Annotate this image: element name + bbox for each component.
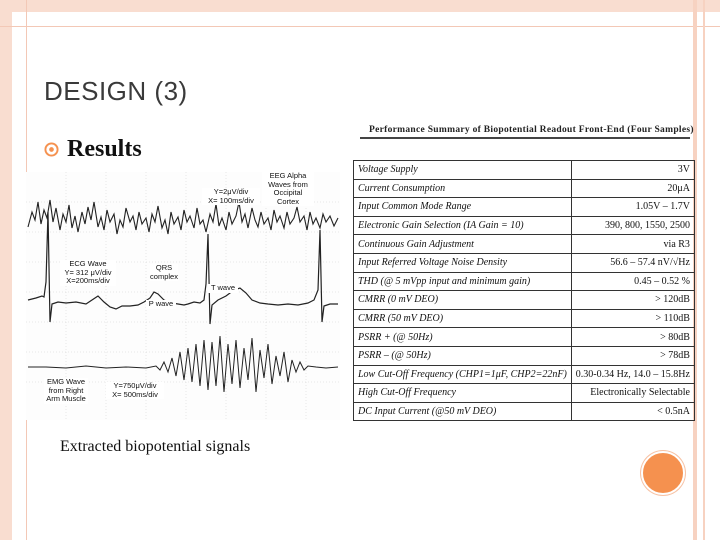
figure-caption: Extracted biopotential signals xyxy=(60,438,251,455)
table-row: Low Cut-Off Frequency (CHP1=1μF, CHP2=22nF) 0.30-0.34 Hz, 14.0 – 15.8Hz xyxy=(354,365,695,384)
biopotential-signal-figure xyxy=(26,172,340,420)
bullet-results xyxy=(44,136,142,163)
emg-label: EMG Wave from Right Arm Muscle xyxy=(44,378,88,404)
table-row: THD (@ 5 mVpp input and minimum gain) 0.45 – 0.52 % xyxy=(354,272,695,291)
performance-summary-table xyxy=(353,160,695,421)
decorative-orange-circle xyxy=(641,451,685,495)
eeg-label: EEG Alpha Waves from Occipital Cortex xyxy=(262,172,314,206)
table-row: High Cut-Off Frequency Electronically Selectable xyxy=(354,384,695,403)
table-row: PSRR + (@ 50Hz) > 80dB xyxy=(354,328,695,347)
slide-title: DESIGN (3) xyxy=(44,76,188,106)
table-row: Input Common Mode Range 1.05V – 1.7V xyxy=(354,198,695,217)
table-row: Input Referred Voltage Noise Density 56.6 – 57.4 nV/√Hz xyxy=(354,253,695,272)
eeg-scale-label: Y=2μV/div X= 100ms/div xyxy=(202,188,260,205)
table-title-rule xyxy=(360,137,690,139)
p-wave-label: P wave xyxy=(146,300,176,309)
table-row: CMRR (50 mV DEO) > 110dB xyxy=(354,309,695,328)
slide-frame-top xyxy=(0,0,720,12)
table-row: Electronic Gain Selection (IA Gain = 10) 390, 800, 1550, 2500 xyxy=(354,216,695,235)
emg-scale-label: Y=750μV/div X= 500ms/div xyxy=(106,382,164,399)
slide-frame-right-line-thin xyxy=(703,0,705,540)
slide-frame-inner-top xyxy=(0,26,720,27)
bullet-circle-icon xyxy=(44,142,59,157)
table-row: Voltage Supply 3V xyxy=(354,161,695,180)
qrs-label: QRS complex xyxy=(150,263,178,281)
t-wave-label: T wave xyxy=(208,284,238,293)
bullet-text: Results xyxy=(67,136,142,162)
table-title: Performance Summary of Biopotential Readout Front-End (Four Samples) xyxy=(369,125,694,135)
table-row: Current Consumption 20μA xyxy=(354,179,695,198)
slide-frame-left xyxy=(0,0,12,540)
table-row: DC Input Current (@50 mV DEO) < 0.5nA xyxy=(354,402,695,421)
table-row: CMRR (0 mV DEO) > 120dB xyxy=(354,291,695,310)
table-row: Continuous Gain Adjustment via R3 xyxy=(354,235,695,254)
ecg-label: ECG Wave Y= 312 μV/div X=200ms/div xyxy=(60,260,116,286)
table-row: PSRR – (@ 50Hz) > 78dB xyxy=(354,346,695,365)
